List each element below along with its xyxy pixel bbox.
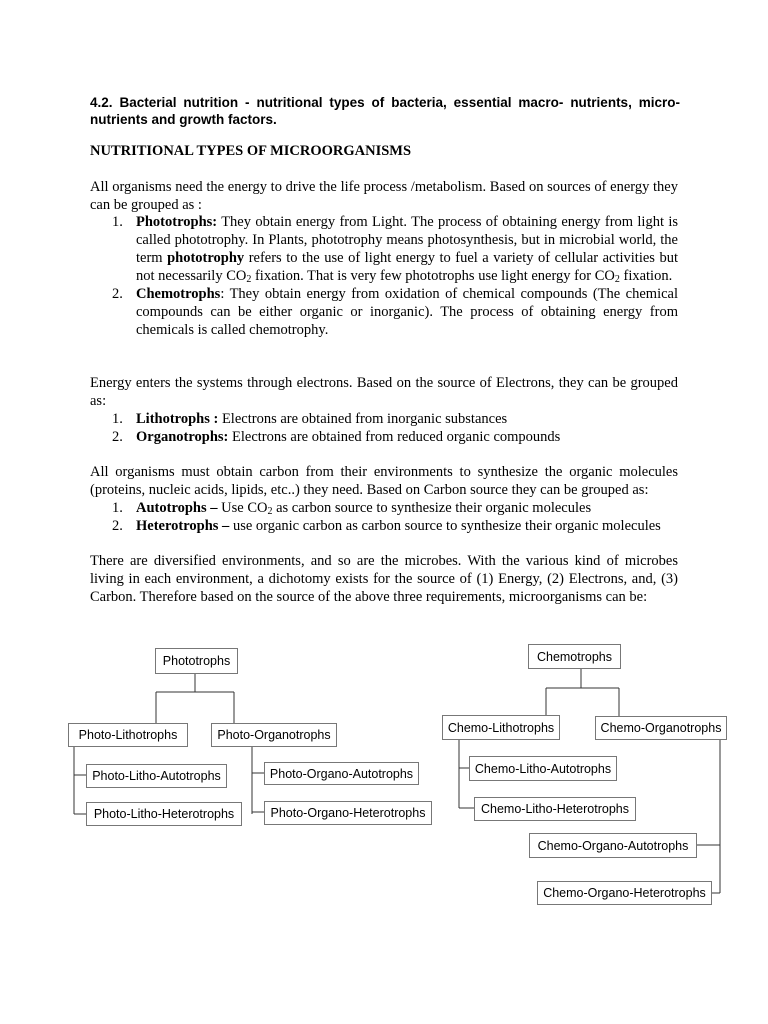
- node-chemo-litho-autotrophs: Chemo-Litho-Autotrophs: [469, 756, 617, 781]
- list-item-organotrophs: 2. Organotrophs: Electrons are obtained from reduced organic compounds: [112, 429, 561, 445]
- term-autotrophs: Autotrophs –: [136, 500, 218, 516]
- list-item-heterotrophs: 2. Heterotrophs – use organic carbon as carbon source to synthesize their organic molecules: [112, 518, 661, 534]
- term-phototrophs: Phototrophs:: [136, 214, 218, 230]
- node-photo-organo-heterotrophs: Photo-Organo-Heterotrophs: [264, 801, 432, 825]
- node-chemo-organotrophs: Chemo-Organotrophs: [595, 716, 727, 740]
- term-heterotrophs: Heterotrophs –: [136, 518, 230, 534]
- node-photo-litho-heterotrophs: Photo-Litho-Heterotrophs: [86, 802, 242, 826]
- node-chemo-organo-heterotrophs: Chemo-Organo-Heterotrophs: [537, 881, 712, 905]
- term-phototrophy: phototrophy: [167, 250, 245, 266]
- list-item-autotrophs: 1. Autotrophs – Use $CO_2$ as carbon source to synthesize their organic molecules: [112, 500, 592, 517]
- node-photo-organotrophs: Photo-Organotrophs: [211, 723, 337, 747]
- term-organotrophs: Organotrophs:: [136, 429, 229, 445]
- term-chemotrophs: Chemotrophs: [136, 286, 221, 302]
- section-heading: 4.2. Bacterial nutrition - nutritional types of bacteria, essential macro- nutrients, micro-nutrients and growth factors.: [90, 95, 680, 127]
- node-photo-litho-autotrophs: Photo-Litho-Autotrophs: [86, 764, 227, 788]
- term-lithotrophs: Lithotrophs :: [136, 411, 219, 427]
- energy-intro: All organisms need the energy to drive the life process /metabolism. Based on sources of energy they can be grouped as :: [90, 179, 678, 213]
- list-item-lithotrophs: 1. Lithotrophs : Electrons are obtained from inorganic substances: [112, 411, 508, 427]
- carbon-intro: All organisms must obtain carbon from their environments to synthesize the organic molecules (proteins, nucleic acids, lipids, etc..) they need. Based on Carbon source they can be grouped as:: [90, 464, 678, 498]
- node-chemotrophs: Chemotrophs: [528, 644, 621, 669]
- list-item-phototrophs: 1. Phototrophs: They obtain energy from Light. The process of obtaining energy from light is called phototrophy. In Plants, phototrophy means photosynthesis, but in microbial world, the term phototrophy refers to the use of light energy to fuel a variety of cellular activities but not necessarily $CO_2$ fixation. That is very few phototrophs use light energy for $CO_2$ fixation.: [112, 214, 678, 285]
- node-photo-lithotrophs: Photo-Lithotrophs: [68, 723, 188, 747]
- node-chemo-litho-heterotrophs: Chemo-Litho-Heterotrophs: [474, 797, 636, 821]
- conclusion-paragraph: There are diversified environments, and so are the microbes. With the various kind of microbes living in each environment, a dichotomy exists for the source of (1) Energy, (2) Electrons, and, (3) Carbon. Therefore based on the source of the above three requirements, microorganisms can be:: [90, 553, 678, 605]
- electrons-intro: Energy enters the systems through electrons. Based on the source of Electrons, they can be grouped as:: [90, 375, 678, 409]
- node-photo-organo-autotrophs: Photo-Organo-Autotrophs: [264, 762, 419, 785]
- section-title: NUTRITIONAL TYPES OF MICROORGANISMS: [90, 143, 412, 159]
- node-phototrophs: Phototrophs: [155, 648, 238, 674]
- node-chemo-lithotrophs: Chemo-Lithotrophs: [442, 715, 560, 740]
- node-chemo-organo-autotrophs: Chemo-Organo-Autotrophs: [529, 833, 697, 858]
- list-item-chemotrophs: 2. Chemotrophs: They obtain energy from oxidation of chemical compounds (The chemical compounds can be either organic or inorganic). The process of obtaining energy from chemicals is called chemotrophy.: [112, 286, 678, 338]
